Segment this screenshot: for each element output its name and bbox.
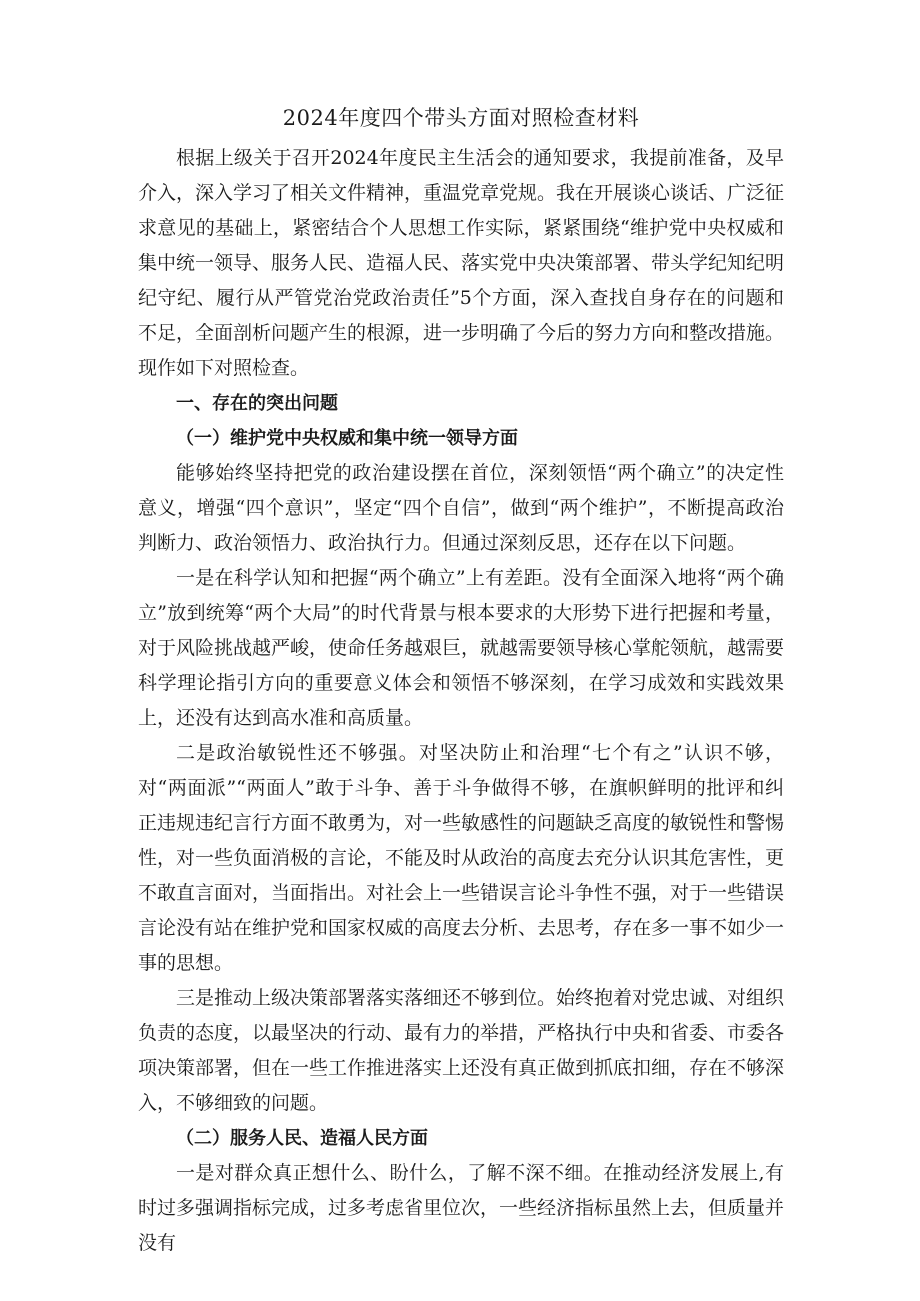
subsection-1-intro: 能够始终坚持把党的政治建设摆在首位，深刻领悟“两个确立”的决定性意义，增强“四个意识”，坚定“四个自信”，做到“两个维护”，不断提高政治判断力、政治领悟力、政治执行力。但通过深刻反思，还存在以下问题。 (138, 462, 784, 554)
subsection-1-item-3: 三是推动上级决策部署落实落细还不够到位。始终抱着对党忠诚、对组织负责的态度，以最坚决的行动、最有力的举措，严格执行中央和省委、市委各项决策部署，但在一些工作推进落实上还没有真正做到抓底扣细，存在不够深入，不够细致的问题。 (138, 987, 785, 1114)
subsection-1-item-2: 二是政治敏锐性还不够强。对坚决防止和治理“七个有之”认识不够，对“两面派”“两面人”敢于斗争、善于斗争做得不够，在旗帜鲜明的批评和纠正违规违纪言行方面不敢勇为，对一些敏感性的问题缺乏高度的敏锐性和警惕性，对一些负面消极的言论，不能及时从政治的高度去充分认识其危害性，更不敢直言面对，当面指出。对社会上一些错误言论斗争性不强，对于一些错误言论没有站在维护党和国家权威的高度去分析、去思考，存在多一事不如少一事的思想。 (138, 742, 785, 974)
intro-paragraph: 根据上级关于召开2024年度民主生活会的通知要求，我提前准备，及早介入，深入学习了相关文件精神，重温党章党规。我在开展谈心谈话、广泛征求意见的基础上，紧密结合个人思想工作实际，紧紧围绕“维护党中央权威和集中统一领导、服务人民、造福人民、落实党中央决策部署、带头学纪知纪明纪守纪、履行从严管党治党政治责任”5个方面，深入查找自身存在的问题和不足，全面剖析问题产生的根源，进一步明确了今后的努力方向和整改措施。现作如下对照检查。 (138, 147, 785, 379)
subsection-1-item-1: 一是在科学认知和把握“两个确立”上有差距。没有全面深入地将“两个确立”放到统筹“两个大局”的时代背景与根本要求的大形势下进行把握和考量，对于风险挑战越严峻，使命任务越艰巨，就越需要领导核心掌舵领航，越需要科学理论指引方向的重要意义体会和领悟不够深刻，在学习成效和实践效果上，还没有达到高水准和高质量。 (138, 567, 785, 729)
section-heading-1: 一、存在的突出问题 (176, 393, 338, 414)
document-title: 2024年度四个带头方面对照检查材料 (282, 106, 640, 130)
subsection-2-item-1: 一是对群众真正想什么、盼什么，了解不深不细。在推动经济发展上,有时过多强调指标完成，过多考虑省里位次，一些经济指标虽然上去，但质量并没有 (138, 1162, 785, 1254)
subsection-heading-1: （一）维护党中央权威和集中统一领导方面 (176, 428, 518, 449)
subsection-heading-2: （二）服务人民、造福人民方面 (176, 1128, 428, 1149)
document-body (138, 104, 784, 1261)
